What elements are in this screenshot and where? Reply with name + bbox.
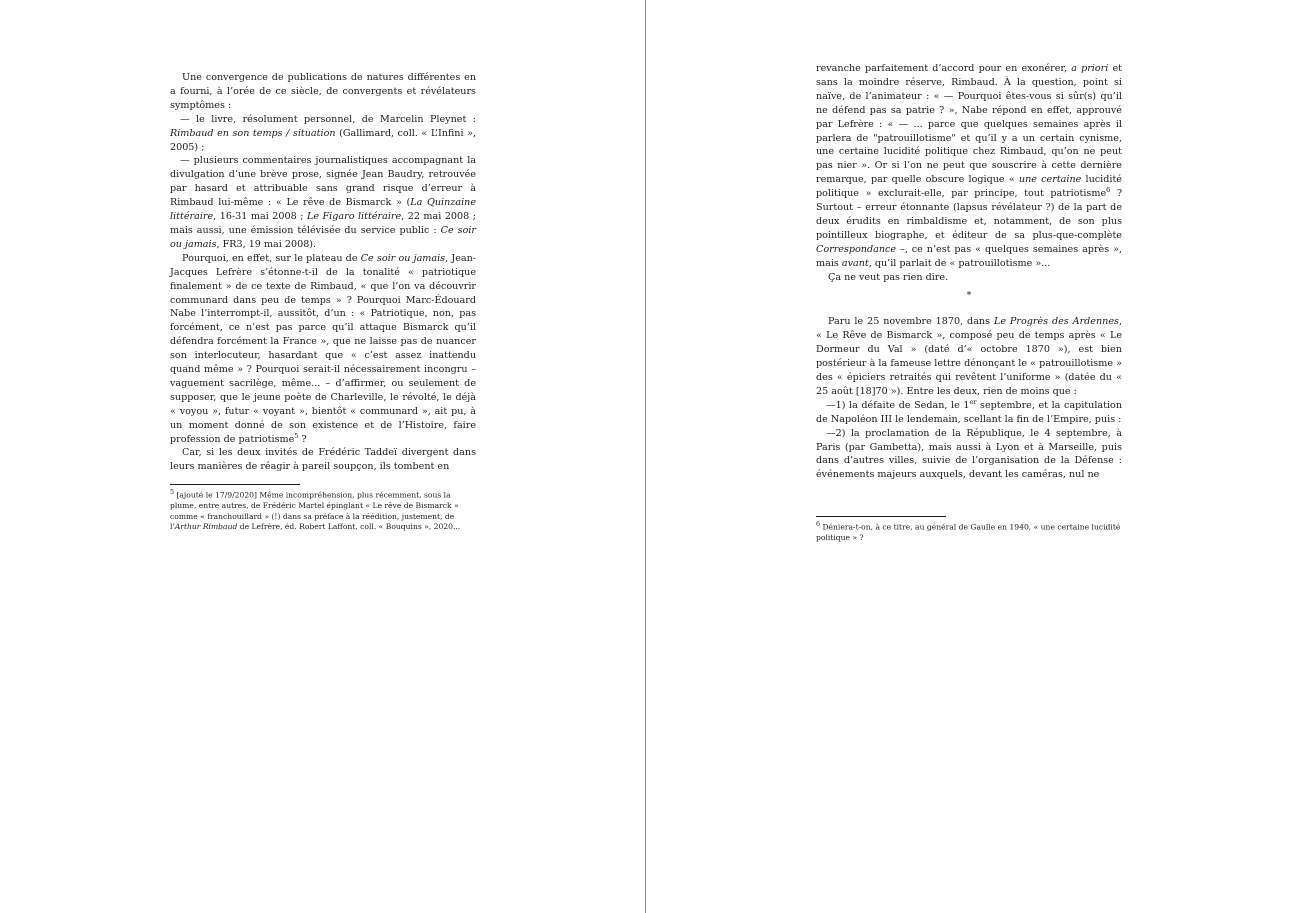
paragraph: Ça ne veut pas rien dire. [828, 271, 949, 283]
footnote-ref[interactable]: 5 [294, 431, 299, 440]
paragraph: revanche parfaitement d’accord pour en exonérer, a priori et sans la moindre réserve, Rimbaud. À la question, point si naïve, de l’animateur : « — Pourquoi êtes-vous si sûr(s) qu’il ne défend pas sa patrie ? », Nabe répond en effet, approuvé par Lefrère : « — ... parce que quelques semaines après il parlera de "patrouillotisme" et qu’il y a un certain cynisme, une certaine lucidité politique chez Rimbaud, qu’on ne peut pas nier ». Or si l’on ne peut que souscrire à cette dernière remarque, par quelle obscure logique « une certaine lucidité politique » exclurait-elle, par principe, tout patriotisme$^6$ ? Surtout – erreur étonnante (lapsus révélateur ?) de la part de deux érudits en rimbaldisme et, notamment, de son plus pointilleux biographe, et éditeur de sa plus-que-complète Correspondance –, ce n’est pas « quelques semaines après », mais avant, qu’il parlait de « patrouillotisme »... [816, 63, 1122, 269]
right-page [646, 0, 1291, 913]
footnote-text: $^6$ Déniera-t-on, à ce titre, au général de Gaulle en 1940, « une certaine lucidité politique » ? [816, 521, 1121, 543]
footnote [816, 516, 1122, 544]
footnote [170, 484, 476, 533]
footnote-rule [816, 516, 946, 517]
paragraph: Une convergence de publications de natures différentes en a fourni, à l’orée de ce siècle, de convergents et révélateurs symptômes : [170, 72, 476, 111]
right-page-body [816, 62, 1122, 482]
left-page-body [170, 71, 476, 474]
paragraph: Car, si les deux invités de Frédéric Taddeï divergent dans leurs manières de réagir à pareil soupçon, ils tombent en [170, 447, 476, 473]
paragraph: — plusieurs commentaires journalistiques accompagnant la divulgation d’une brève prose, signée Jean Baudry, retrouvée par hasard et attribuable sans grand risque d’erreur à Rimbaud lui-même : « Le rêve de Bismarck » (La Quinzaine littéraire, 16-31 mai 2008 ; Le Figaro littéraire, 22 mai 2008 ; mais aussi, une émission télévisée du service public : Ce soir ou jamais, FR3, 19 mai 2008). [170, 155, 477, 250]
footnote-text: $^5$ [ajouté le 17/9/2020] Même incompréhension, plus récemment, sous la plume, entre autres, de Frédéric Martel épinglant « Le rêve de Bismarck » comme « franchouillard » (!) dans sa préface à la réédition, justement, de l’Arthur Rimbaud de Lefrère, éd. Robert Laffont, coll. « Bouquins », 2020... [170, 489, 461, 532]
paragraph: — le livre, résolument personnel, de Marcelin Pleynet : Rimbaud en son temps / situation (Gallimard, coll. « L’Infini », 2005) ; [170, 113, 477, 153]
paragraph: —1) la défaite de Sedan, le 1er septembre, et la capitulation de Napoléon III le lendemain, scellant la fin de l’Empire, puis : [816, 397, 1122, 425]
paragraph: Paru le 25 novembre 1870, dans Le Progrès des Ardennes, « Le Rêve de Bismarck », composé peu de temps après « Le Dormeur du Val » (daté d’« octobre 1870 »), est bien postérieur à la fameuse lettre dénonçant le « patrouillotisme » des « épiciers retraités qui revêtent l’uniforme » (datée du « 25 août [18]70 »). Entre les deux, rien de moins que : [816, 316, 1122, 397]
paragraph: —2) la proclamation de la République, le 4 septembre, à Paris (par Gambetta), mais aussi à Lyon et à Marseille, puis dans d’autres villes, suivie de l’organisation de la Défense : événements majeurs auxquels, devant les caméras, nul ne [816, 427, 1122, 481]
left-page [0, 0, 645, 913]
section-separator: * [966, 289, 972, 301]
footnote-rule [170, 484, 300, 485]
footnote-ref[interactable]: 6 [1106, 185, 1111, 194]
paragraph: Pourquoi, en effet, sur le plateau de Ce soir ou jamais, Jean-Jacques Lefrère s’étonne-t-il de la tonalité « patriotique finalement » de ce texte de Rimbaud, « que l’on va découvrir communard dans peu de temps » ? Pourquoi Marc-Édouard Nabe l’interrompt-il, aussitôt, d’un : « Patriotique, non, pas forcément, ce n’est pas parce qu’il attaque Bismarck qu’il défendra forcément la France », que ne laisse pas de nuancer son interlocuteur, hasardant que « c’est assez inattendu quand même » ? Pourquoi serait-il nécessairement incongru – vaguement sacrilège, même... – d’affirmer, ou seulement de supposer, que le jeune poète de Charleville, le révolté, le déjà « voyou », futur « voyant », bientôt « communard », ait pu, à un moment donné de son existence et de l’Histoire, faire profession de patriotisme$^5$ ? [170, 252, 477, 445]
